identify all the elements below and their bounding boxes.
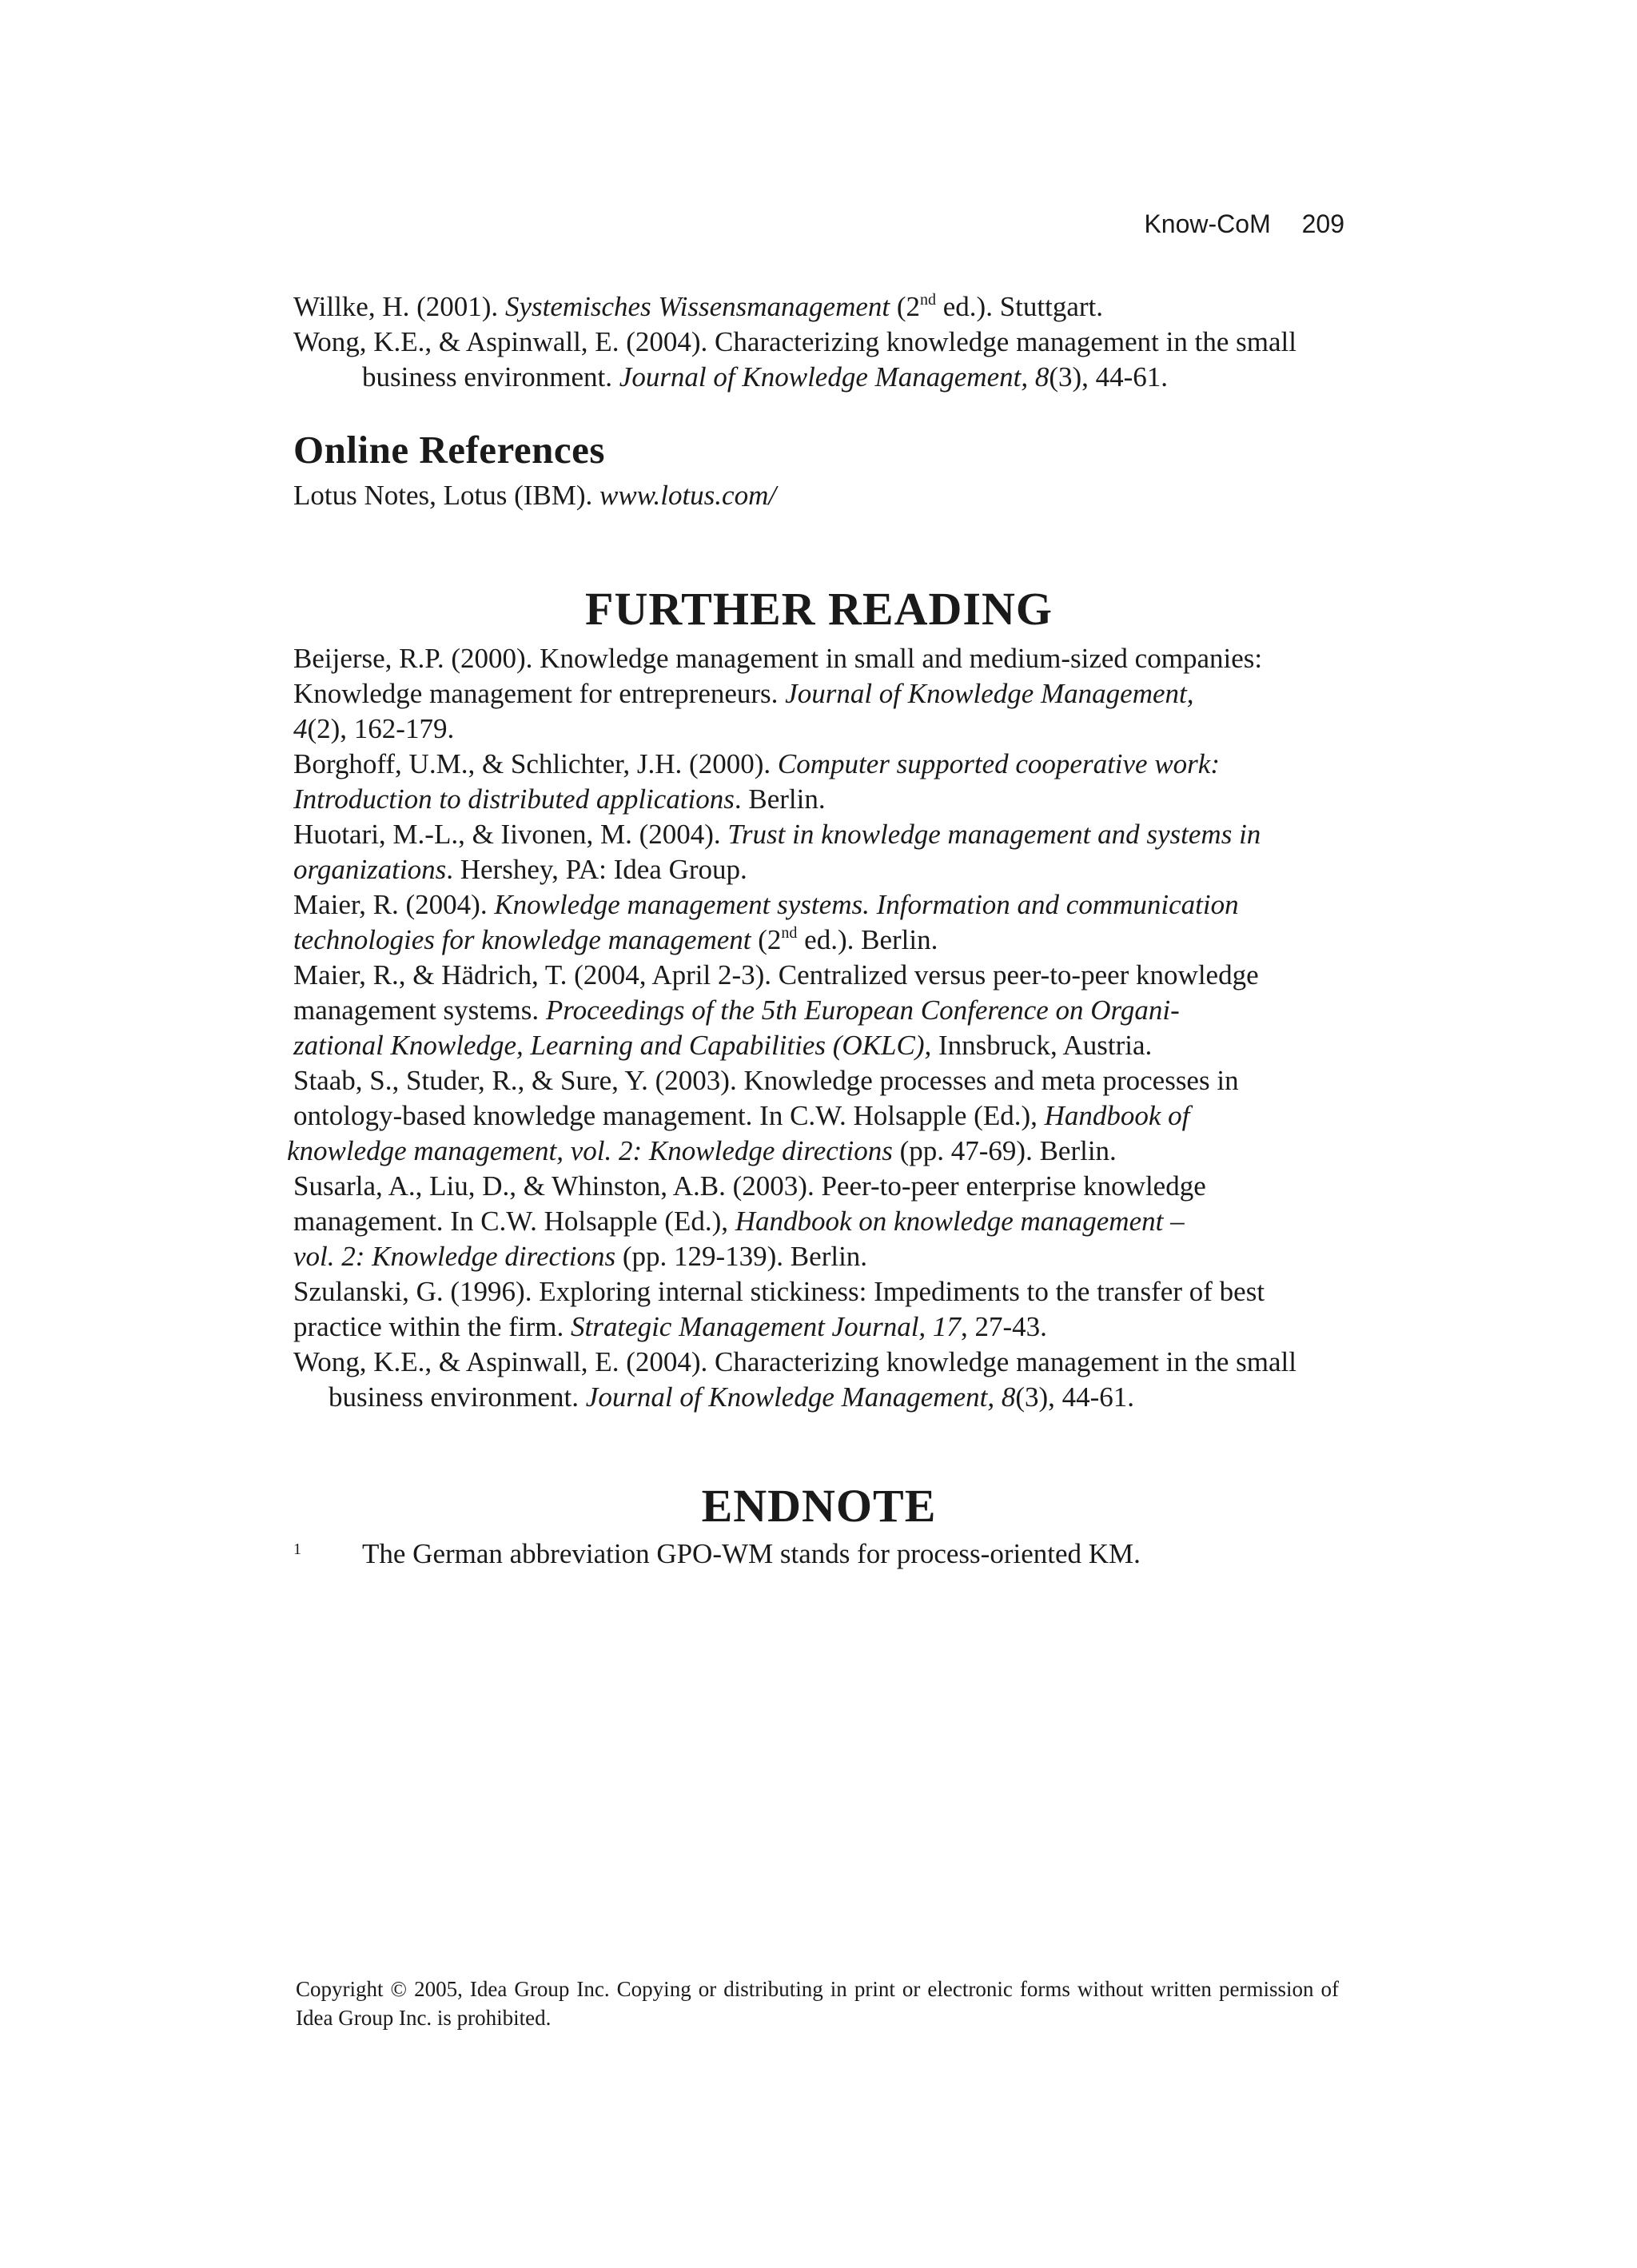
online-reference-entry: Lotus Notes, Lotus (IBM). www.lotus.com/: [293, 480, 777, 511]
reference-entry: Willke, H. (2001). Systemisches Wissensmanagement (2nd ed.). Stuttgart.: [293, 291, 1104, 322]
reference-entry: Staab, S., Studer, R., & Sure, Y. (2003). Knowledge processes and meta processes in ontology-based knowledge management. In C.W. Holsapple (Ed.), Handbook of knowledge management, vol. 2: Knowledge directions (pp. 47-69). Berlin.: [287, 1065, 1239, 1166]
copyright-notice: Copyright © 2005, Idea Group Inc. Copying or distributing in print or electronic forms without written permission of Idea Group Inc. is prohibited.: [296, 1977, 1339, 2030]
endnote-number: 1: [293, 1541, 301, 1558]
reference-url: www.lotus.com/: [599, 480, 777, 511]
reference-entry: Borghoff, U.M., & Schlichter, J.H. (2000). Computer supported cooperative work: Introduction to distributed applications. Berlin.: [293, 748, 1220, 815]
reference-entry: Huotari, M.-L., & Iivonen, M. (2004). Trust in knowledge management and systems in organizations. Hershey, PA: Idea Group.: [293, 819, 1261, 885]
further-reading-list: [287, 641, 1344, 1415]
online-references-heading: Online References: [293, 428, 605, 472]
running-head: [1144, 209, 1344, 239]
reference-entry: Beijerse, R.P. (2000). Knowledge management in small and medium-sized companies: Knowledge management for entrepreneurs. Journal of Knowledge Management, 4(2), 162-179.: [293, 643, 1263, 744]
running-title: Know-CoM: [1144, 209, 1271, 238]
reference-entry: Maier, R. (2004). Knowledge management systems. Information and communication technologies for knowledge management (2nd ed.). Berlin.: [293, 889, 1239, 955]
reference-entry: Wong, K.E., & Aspinwall, E. (2004). Characterizing knowledge management in the small business environment. Journal of Knowledge Management, 8(3), 44-61.: [293, 326, 1296, 393]
endnote-text: The German abbreviation GPO-WM stands for process-oriented KM.: [362, 1538, 1141, 1569]
reference-list-continued: [293, 289, 1344, 395]
reference-entry: Maier, R., & Hädrich, T. (2004, April 2-3). Centralized versus peer-to-peer knowledge management systems. Proceedings of the 5th European Conference on Organi- zational Knowledge, Learning and Capabilities (OKLC), Innsbruck, Austria.: [293, 959, 1259, 1061]
endnote-heading: ENDNOTE: [701, 1480, 937, 1532]
reference-entry: Wong, K.E., & Aspinwall, E. (2004). Characterizing knowledge management in the small business environment. Journal of Knowledge Management, 8(3), 44-61.: [293, 1346, 1296, 1413]
further-reading-heading: FURTHER READING: [585, 583, 1053, 635]
page-number: 209: [1301, 209, 1344, 238]
reference-entry: Susarla, A., Liu, D., & Whinston, A.B. (2003). Peer-to-peer enterprise knowledge management. In C.W. Holsapple (Ed.), Handbook on knowledge management – vol. 2: Knowledge directions (pp. 129-139). Berlin.: [293, 1170, 1206, 1272]
reference-entry: Szulanski, G. (1996). Exploring internal stickiness: Impediments to the transfer of best practice within the firm. Strategic Management Journal, 17, 27-43.: [293, 1276, 1265, 1342]
